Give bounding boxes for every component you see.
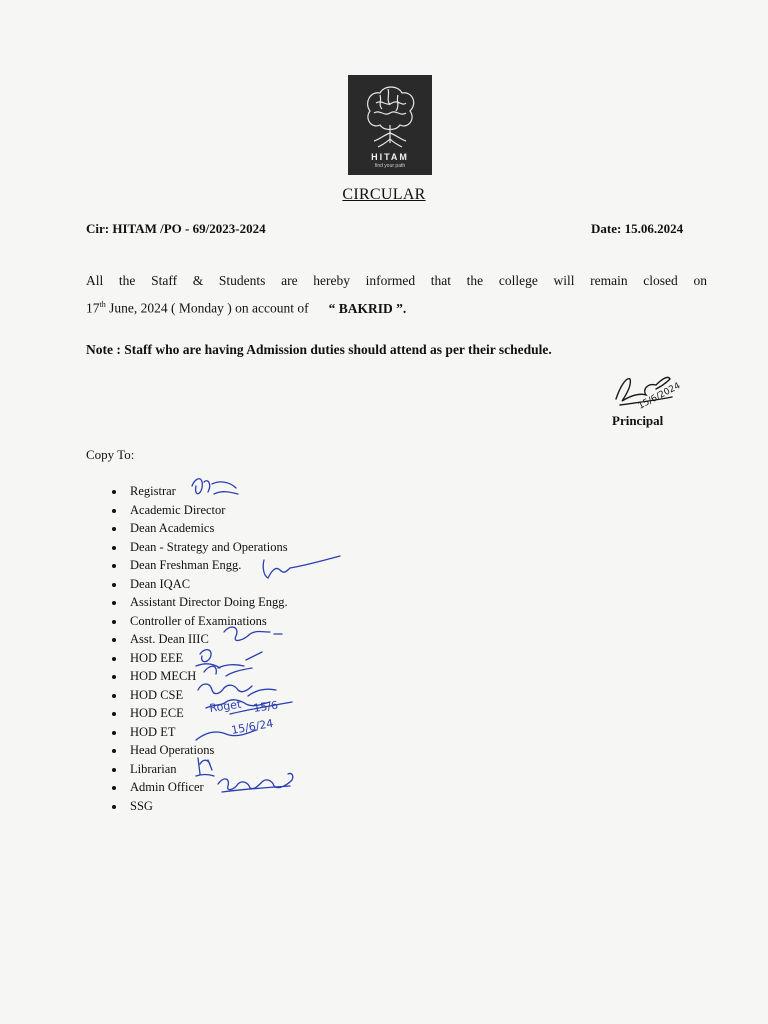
- list-item: HOD MECH: [108, 667, 288, 686]
- svg-text:Roget: Roget: [208, 697, 243, 715]
- circular-date: Date: 15.06.2024: [591, 221, 684, 236]
- list-item: HOD ECE: [108, 704, 288, 723]
- body-word: that: [430, 273, 452, 288]
- svg-text:15/6: 15/6: [252, 698, 279, 715]
- body-word: Staff: [151, 273, 178, 288]
- signature-date: 15/6/2024: [636, 381, 683, 412]
- body-line-2: [86, 300, 406, 317]
- body-word: &: [192, 273, 204, 288]
- list-item: Dean Freshman Engg.: [108, 556, 288, 575]
- svg-text:15/6/24: 15/6/24: [230, 716, 275, 737]
- body-word: the: [118, 273, 136, 288]
- list-item: SSG: [108, 797, 288, 816]
- hitam-logo: [348, 75, 432, 175]
- body-word: remain: [590, 273, 628, 288]
- body-word: will: [553, 273, 575, 288]
- list-item: Dean Academics: [108, 519, 288, 538]
- list-item: Head Operations: [108, 741, 288, 760]
- copy-to-label: Copy To:: [86, 447, 135, 462]
- body-line-2-text: June, 2024 ( Monday ) on account of: [105, 300, 309, 316]
- body-word: on: [693, 273, 707, 288]
- list-item: HOD EEE: [108, 649, 288, 668]
- tree-brain-icon: [358, 81, 422, 151]
- body-word: Students: [218, 273, 266, 288]
- logo-name: HITAM: [371, 152, 409, 162]
- list-item: Assistant Director Doing Engg.: [108, 593, 288, 612]
- body-word: are: [281, 273, 298, 288]
- list-item: Controller of Examinations: [108, 612, 288, 631]
- holiday-name: “ BAKRID ”.: [328, 300, 407, 316]
- day-suffix: th: [99, 300, 106, 309]
- circular-title: CIRCULAR: [342, 186, 426, 203]
- list-item: Librarian: [108, 760, 288, 779]
- body-word: college: [498, 273, 538, 288]
- list-item: Asst. Dean IIIC: [108, 630, 288, 649]
- list-item: Academic Director: [108, 501, 288, 520]
- principal-label: Principal: [612, 413, 664, 428]
- body-word: All: [86, 273, 104, 288]
- copy-to-list: [108, 482, 288, 815]
- list-item: Dean - Strategy and Operations: [108, 538, 288, 557]
- list-item: Registrar: [108, 482, 288, 501]
- holiday-day: 17: [86, 300, 100, 316]
- logo-tagline: find your path: [374, 163, 406, 169]
- list-item: Dean IQAC: [108, 575, 288, 594]
- principal-signature: [612, 365, 702, 417]
- body-line-1: [86, 273, 707, 289]
- circular-reference: Cir: HITAM /PO - 69/2023-2024: [86, 221, 266, 236]
- list-item: HOD ET: [108, 723, 288, 742]
- body-word: the: [466, 273, 484, 288]
- body-word: informed: [365, 273, 416, 288]
- body-word: closed: [643, 273, 678, 288]
- list-item: HOD CSE: [108, 686, 288, 705]
- body-word: hereby: [313, 273, 350, 288]
- admission-note: Note : Staff who are having Admission duties should attend as per their schedule.: [86, 342, 552, 357]
- list-item: Admin Officer: [108, 778, 288, 797]
